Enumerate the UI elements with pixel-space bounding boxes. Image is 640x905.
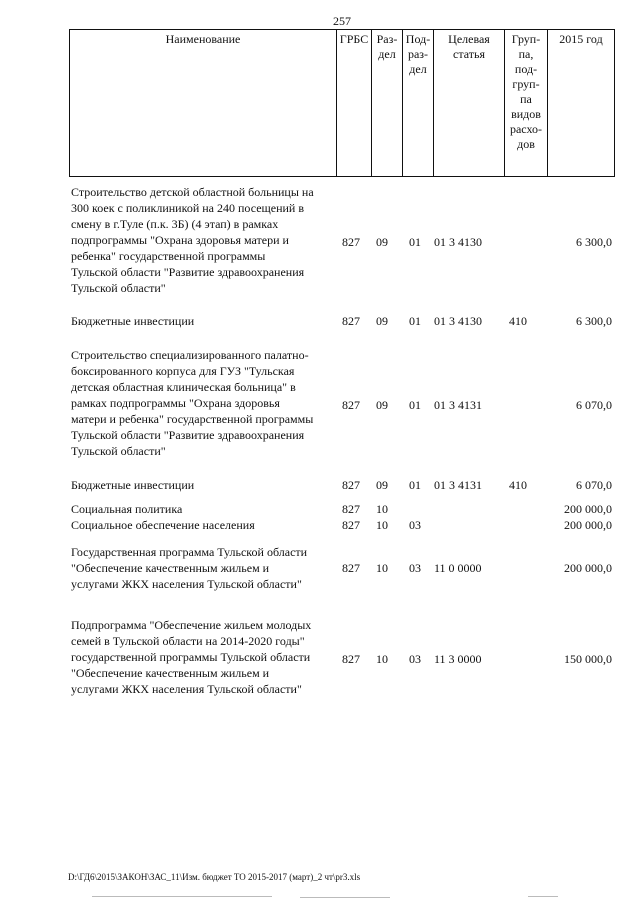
row-statya: 01 3 4131 (434, 398, 482, 412)
row-podrazdel: 01 (409, 235, 421, 249)
row-grbs: 827 (342, 398, 360, 412)
row-name: Строительство специализированного палатно- боксированного корпуса для ГУЗ "Тульская детская областная клиническая больница" в рамках подпрограммы "Охрана здоровья матери и ребенка" государственной программы Тульской области "Развитие здравоохранения Тульской области" (71, 348, 314, 458)
row-amount: 6 070,0 (576, 398, 612, 412)
row-name: Бюджетные инвестиции (71, 314, 195, 328)
footer-file-path: D:\ГД6\2015\ЗАКОН\ЗАС_11\Изм. бюджет ТО 2015-2017 (март)_2 чт\pr3.xls (68, 872, 361, 882)
row-amount: 6 300,0 (576, 235, 612, 249)
row-podrazdel: 01 (409, 398, 421, 412)
row-amount: 200 000,0 (564, 561, 612, 575)
column-header-year: 2015 год (548, 30, 615, 177)
scan-artifact-line (92, 896, 272, 897)
row-grbs: 827 (342, 502, 360, 516)
row-razdel: 09 (376, 478, 388, 492)
row-name: Строительство детской областной больницы на 300 коек с поликлиникой на 240 посещений в смену в г.Туле (п.к. 3Б) (4 этап) в рамках подпрограммы "Охрана здоровья матери и ребенка" государственной программы Тульской области "Развитие здравоохранения Тульской области" (71, 185, 314, 295)
page-number: 257 (333, 14, 351, 28)
column-header-podrazdel: Под- раз- дел (403, 30, 434, 177)
row-amount: 200 000,0 (564, 502, 612, 516)
row-razdel: 10 (376, 502, 388, 516)
row-statya: 01 3 4130 (434, 235, 482, 249)
row-name: Государственная программа Тульской области "Обеспечение качественным жильем и услугами ЖКХ населения Тульской области" (71, 545, 308, 591)
row-podrazdel: 03 (409, 518, 421, 532)
column-header-razdel: Раз- дел (372, 30, 403, 177)
column-header-name: Наименование (70, 30, 337, 177)
row-amount: 200 000,0 (564, 518, 612, 532)
column-header-grbs: ГРБС (337, 30, 372, 177)
row-razdel: 10 (376, 652, 388, 666)
row-razdel: 10 (376, 561, 388, 575)
row-podrazdel: 03 (409, 652, 421, 666)
scan-artifact-line (528, 896, 558, 897)
row-razdel: 09 (376, 314, 388, 328)
row-amount: 150 000,0 (564, 652, 612, 666)
row-razdel: 09 (376, 398, 388, 412)
table-header (69, 29, 615, 177)
row-razdel: 10 (376, 518, 388, 532)
row-group: 410 (509, 478, 527, 492)
row-statya: 01 3 4131 (434, 478, 482, 492)
row-amount: 6 300,0 (576, 314, 612, 328)
column-header-group: Груп- па, под- груп- па видов расхо- дов (505, 30, 548, 177)
row-podrazdel: 01 (409, 478, 421, 492)
row-name: Подпрограмма "Обеспечение жильем молодых семей в Тульской области на 2014-2020 годы" государственной программы Тульской области "Обеспечение качественным жильем и услугами ЖКХ населения Тульской области" (71, 618, 312, 696)
row-podrazdel: 01 (409, 314, 421, 328)
column-header-statya: Целевая статья (434, 30, 505, 177)
row-grbs: 827 (342, 561, 360, 575)
row-group: 410 (509, 314, 527, 328)
row-grbs: 827 (342, 518, 360, 532)
row-name: Социальная политика (71, 502, 183, 516)
row-grbs: 827 (342, 478, 360, 492)
row-grbs: 827 (342, 652, 360, 666)
row-amount: 6 070,0 (576, 478, 612, 492)
row-grbs: 827 (342, 314, 360, 328)
row-name: Социальное обеспечение населения (71, 518, 255, 532)
row-razdel: 09 (376, 235, 388, 249)
row-statya: 01 3 4130 (434, 314, 482, 328)
scan-artifact-line (300, 897, 390, 898)
row-podrazdel: 03 (409, 561, 421, 575)
row-grbs: 827 (342, 235, 360, 249)
row-name: Бюджетные инвестиции (71, 478, 195, 492)
row-statya: 11 0 0000 (434, 561, 482, 575)
row-statya: 11 3 0000 (434, 652, 482, 666)
